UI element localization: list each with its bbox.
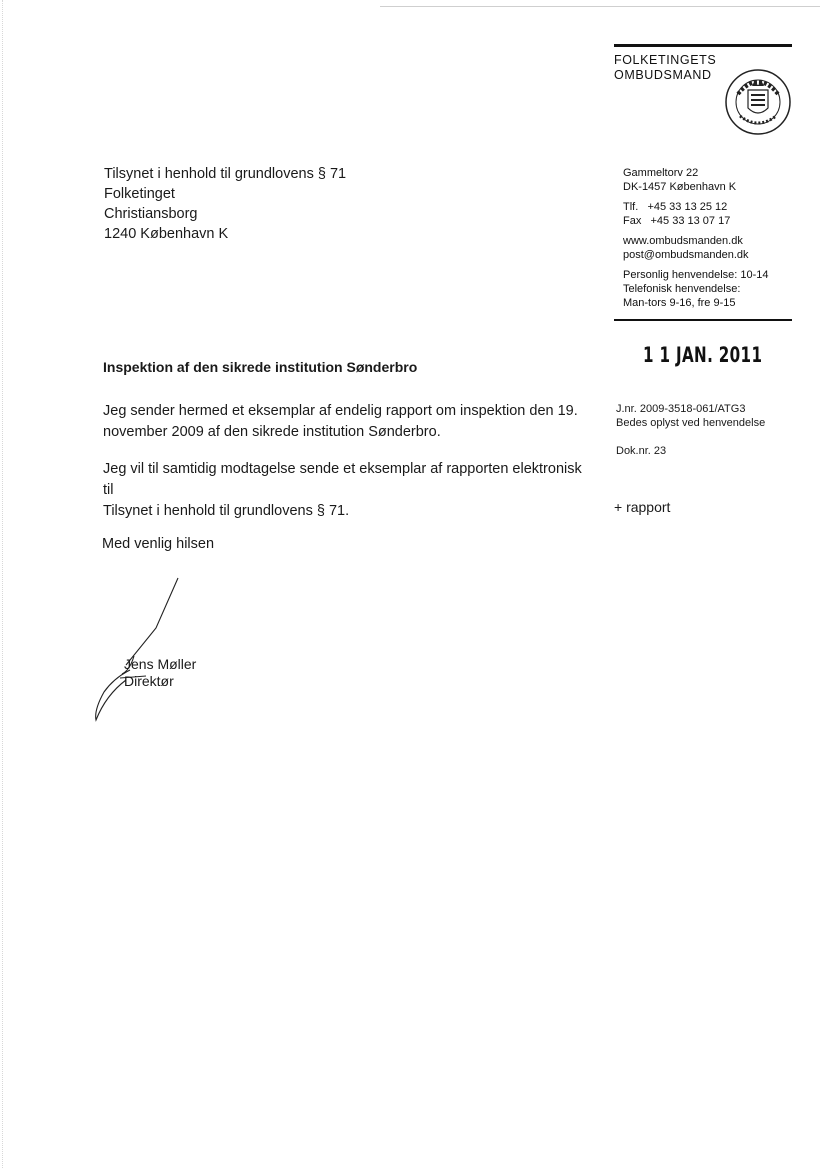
document-number: Dok.nr. 23	[616, 445, 667, 457]
org-line1: FOLKETINGETS	[614, 53, 717, 67]
contact-email: post@ombudsmanden.dk	[623, 249, 749, 261]
folketinget-seal-icon	[724, 68, 792, 136]
sender-contact-block	[623, 166, 769, 310]
org-line2: OMBUDSMAND	[614, 68, 712, 82]
reference-note: Bedes oplyst ved henvendelse	[616, 417, 766, 429]
body-line: november 2009 af den sikrede institution Sønderbro.	[103, 424, 441, 440]
signatory-title: Direktør	[124, 673, 174, 689]
closing-greeting: Med venlig hilsen	[102, 536, 215, 552]
contact-phone-hours: Man-tors 9-16, fre 9-15	[623, 297, 736, 309]
contact-web: www.ombudsmanden.dk	[623, 235, 743, 247]
contact-personal-hours: Personlig henvendelse: 10-14	[623, 269, 769, 281]
contact-phone-hours-label: Telefonisk henvendelse:	[623, 283, 741, 295]
recipient-line: Christiansborg	[104, 206, 198, 222]
recipient-line: Tilsynet i henhold til grundlovens § 71	[104, 166, 347, 182]
scan-edge-top	[380, 6, 820, 7]
date-stamp: 1 1 JAN. 2011	[643, 343, 763, 367]
contact-city: DK-1457 København K	[623, 181, 737, 193]
reference-jnr: J.nr. 2009-3518-061/ATG3	[616, 403, 746, 415]
recipient-address	[104, 164, 346, 244]
body-line: Jeg sender hermed et eksemplar af endelig rapport om inspektion den 19.	[103, 403, 578, 419]
recipient-line: Folketinget	[104, 186, 175, 202]
letterhead-org	[614, 53, 716, 83]
letterhead-rule-bottom	[614, 319, 792, 321]
handwritten-signature	[86, 570, 196, 730]
recipient-line: 1240 København K	[104, 226, 229, 242]
enclosure-note: + rapport	[614, 499, 671, 515]
body-paragraph-2	[103, 459, 593, 522]
contact-fax: Fax +45 33 13 07 17	[623, 215, 731, 227]
signatory	[124, 656, 196, 690]
body-line: Tilsynet i henhold til grundlovens § 71.	[103, 503, 350, 519]
signatory-name: Jens Møller	[124, 656, 197, 672]
body-line: Jeg vil til samtidig modtagelse sende et eksemplar af rapporten elektronisk til	[103, 461, 582, 498]
scan-edge-left	[2, 0, 3, 1168]
contact-street: Gammeltorv 22	[623, 167, 699, 179]
body-paragraph-1	[103, 401, 593, 443]
contact-phone: Tlf. +45 33 13 25 12	[623, 201, 728, 213]
letter-subject: Inspektion af den sikrede institution Sønderbro	[103, 359, 418, 375]
letterhead-rule-top	[614, 44, 792, 47]
reference-block	[616, 402, 765, 430]
